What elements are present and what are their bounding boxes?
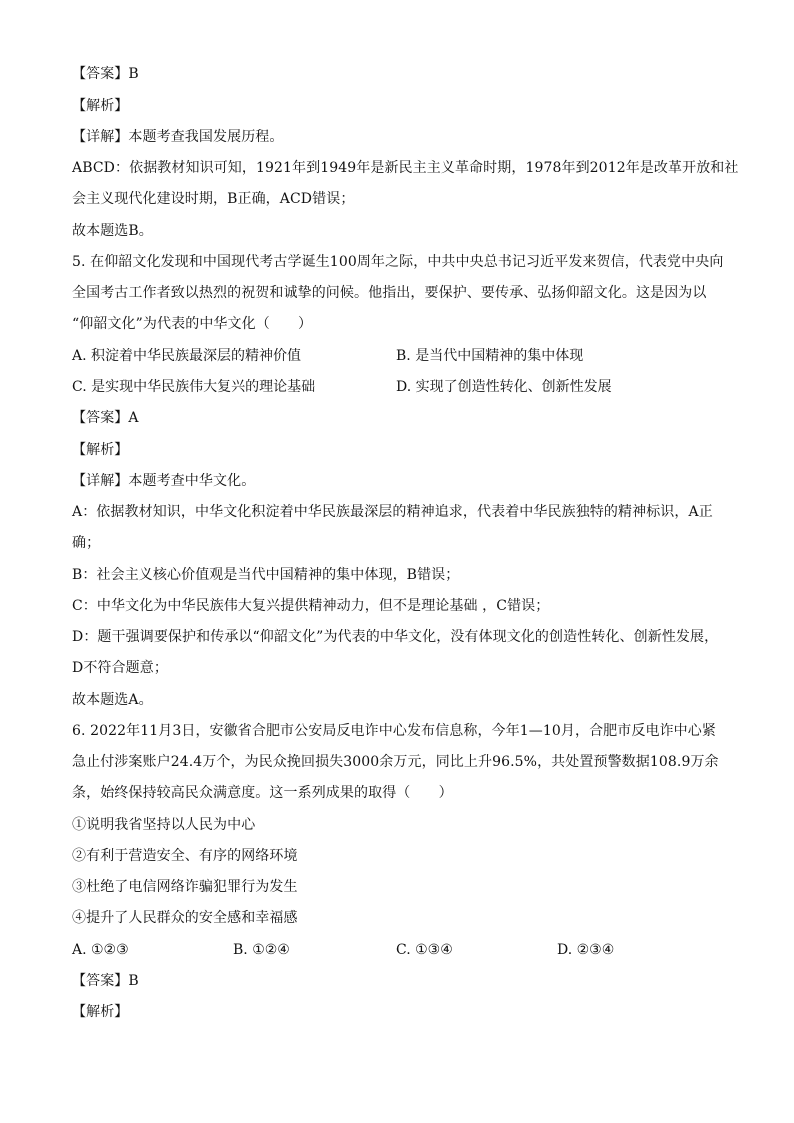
question-6-statement-1: ①说明我省坚持以人民为中心: [72, 817, 256, 833]
question-5-stem: “仰韶文化”为代表的中华文化（ ）: [72, 316, 313, 332]
question-5-stem: 全国考古工作者致以热烈的祝贺和诚挚的问候。他指出，要保护、要传承、弘扬仰韶文化。这是因为以: [72, 285, 707, 301]
question-5-stem: 5. 在仰韶文化发现和中国现代考古学诞生100周年之际，中共中央总书记习近平发来贺信，代表党中央向: [72, 254, 724, 270]
analysis-heading: 【解析】: [72, 98, 129, 114]
explanation-line: C：中华文化为中华民族伟大复兴提供精神动力，但不是理论基础 ，C错误；: [72, 598, 550, 614]
answer-line: 【答案】B: [72, 66, 139, 82]
question-6-statement-4: ④提升了人民群众的安全感和幸福感: [72, 910, 298, 926]
explanation-line: 确；: [72, 535, 101, 551]
question-5-option-c: C. 是实现中华民族伟大复兴的理论基础: [72, 379, 316, 395]
question-6-option-d: D. ②③④: [557, 942, 615, 958]
explanation-line: B：社会主义核心价值观是当代中国精神的集中体现，B错误；: [72, 567, 460, 583]
conclusion-line: 故本题选A。: [72, 692, 153, 708]
question-5-option-a: A. 积淀着中华民族最深层的精神价值: [72, 348, 302, 364]
question-6-stem: 条，始终保持较高民众满意度。这一系列成果的取得（ ）: [72, 785, 453, 801]
explanation-line: ABCD：依据教材知识可知，1921年到1949年是新民主主义革命时期，1978年到2012年是改革开放和社: [72, 160, 739, 176]
question-5-option-b: B. 是当代中国精神的集中体现: [396, 348, 584, 364]
analysis-heading: 【解析】: [72, 1004, 129, 1020]
conclusion-line: 故本题选B。: [72, 223, 153, 239]
detail-line: 【详解】本题考查我国发展历程。: [72, 129, 284, 145]
analysis-heading: 【解析】: [72, 442, 129, 458]
question-6-option-a: A. ①②③: [72, 942, 129, 958]
explanation-line: 会主义现代化建设时期，B正确，ACD错误；: [72, 191, 355, 207]
question-6-option-c: C. ①③④: [396, 942, 453, 958]
explanation-line: A：依据教材知识，中华文化积淀着中华民族最深层的精神追求，代表着中华民族独特的精神标识，A正: [72, 504, 713, 520]
answer-line: 【答案】A: [72, 410, 139, 426]
question-6-statement-3: ③杜绝了电信网络诈骗犯罪行为发生: [72, 879, 298, 895]
question-6-stem: 急止付涉案账户24.4万个，为民众挽回损失3000余万元，同比上升96.5%，共处置预警数据108.9万余: [72, 754, 719, 770]
detail-line: 【详解】本题考查中华文化。: [72, 473, 256, 489]
question-5-option-d: D. 实现了创造性转化、创新性发展: [396, 379, 612, 395]
answer-line: 【答案】B: [72, 973, 139, 989]
explanation-line: D不符合题意；: [72, 660, 168, 676]
question-6-option-b: B. ①②④: [233, 942, 290, 958]
question-6-statement-2: ②有利于营造安全、有序的网络环境: [72, 848, 298, 864]
explanation-line: D：题干强调要保护和传承以“仰韶文化”为代表的中华文化，没有体现文化的创造性转化、创新性发展，: [72, 629, 719, 645]
question-6-stem: 6. 2022年11月3日，安徽省合肥市公安局反电诈中心发布信息称，今年1—10月，合肥市反电诈中心紧: [72, 723, 716, 739]
